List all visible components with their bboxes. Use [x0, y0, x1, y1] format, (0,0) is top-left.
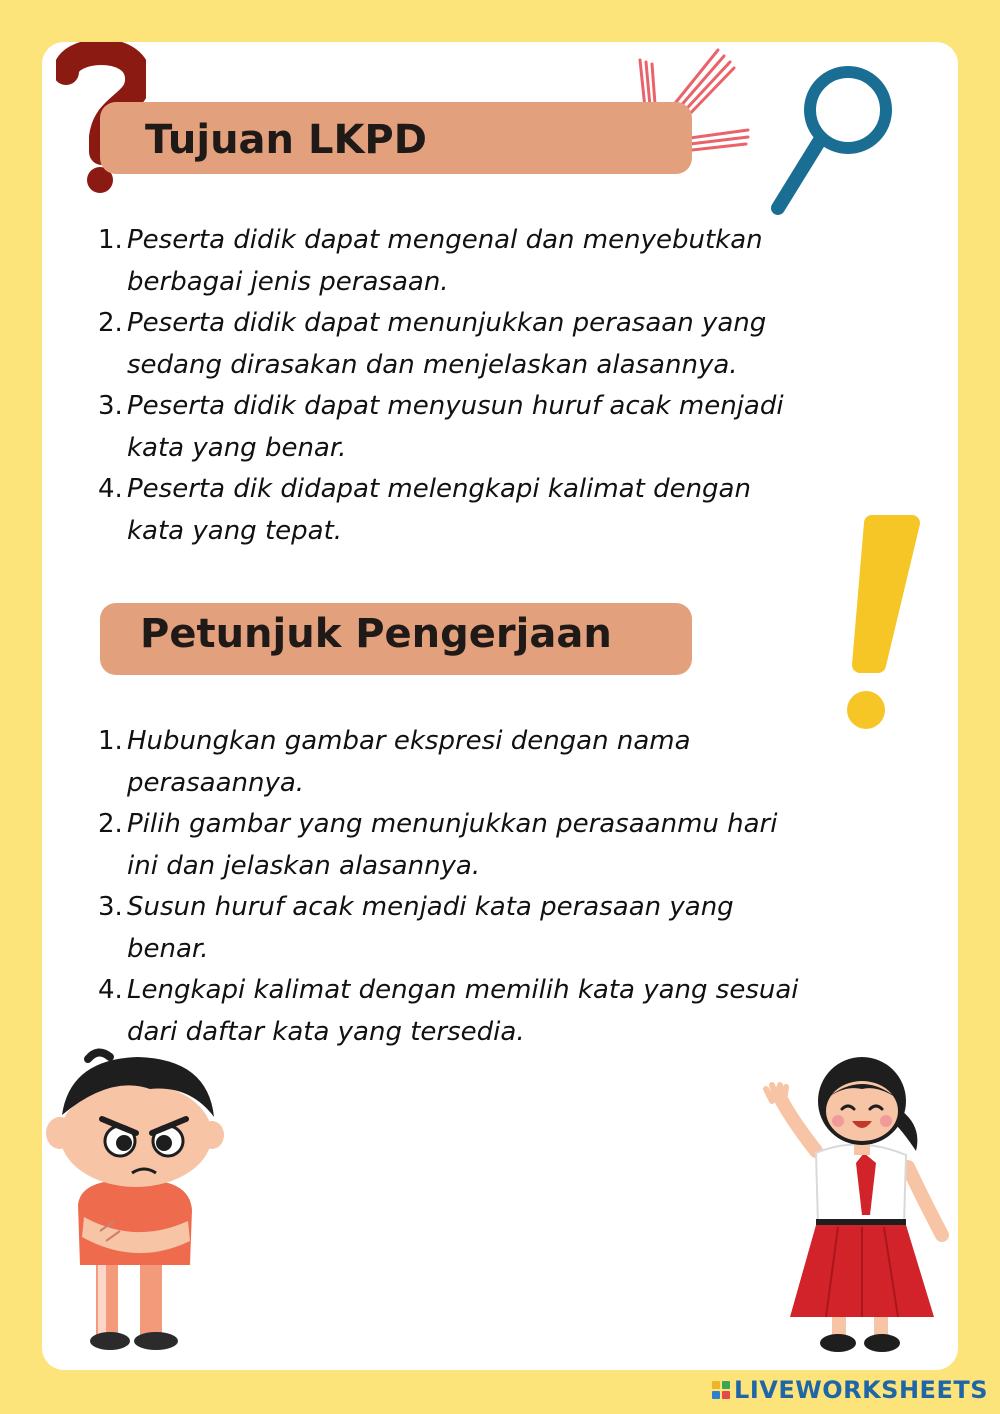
item-number: 4. [98, 975, 123, 1005]
instructions-list [98, 721, 928, 1053]
item-number: 1. [98, 225, 123, 255]
item-number: 2. [98, 308, 123, 338]
magnifier-icon [760, 58, 910, 218]
item-number: 4. [98, 474, 123, 504]
item-text: Pilih gambar yang menunjukkan perasaanmu hari ini dan jelaskan alasannya. [127, 809, 778, 881]
liveworksheets-logo-icon [712, 1381, 730, 1399]
list-item [98, 970, 928, 1053]
item-number: 1. [98, 726, 123, 756]
list-item [98, 804, 928, 887]
brand-text: LIVEWORKSHEETS [734, 1376, 988, 1404]
list-item [98, 469, 898, 552]
liveworksheets-brand [712, 1376, 988, 1404]
item-text: Hubungkan gambar ekspresi dengan nama perasaannya. [127, 726, 691, 798]
item-text: Lengkapi kalimat dengan memilih kata yang sesuai dari daftar kata yang tersedia. [127, 975, 799, 1047]
section-heading-petunjuk: Petunjuk Pengerjaan [140, 611, 612, 657]
happy-girl-illustration [758, 1055, 958, 1360]
item-number: 2. [98, 809, 123, 839]
item-text: Peserta dik didapat melengkapi kalimat dengan kata yang tepat. [127, 474, 751, 546]
item-text: Peserta didik dapat mengenal dan menyebutkan berbagai jenis perasaan. [127, 225, 763, 297]
item-number: 3. [98, 391, 123, 421]
item-text: Susun huruf acak menjadi kata perasaan yang benar. [127, 892, 734, 964]
item-number: 3. [98, 892, 123, 922]
angry-boy-illustration [40, 1045, 230, 1357]
list-item [98, 887, 928, 970]
list-item [98, 303, 898, 386]
section-heading-tujuan: Tujuan LKPD [145, 117, 427, 163]
list-item [98, 386, 898, 469]
list-item [98, 220, 898, 303]
objectives-list [98, 220, 898, 552]
item-text: Peserta didik dapat menyusun huruf acak menjadi kata yang benar. [127, 391, 784, 463]
item-text: Peserta didik dapat menunjukkan perasaan yang sedang dirasakan dan menjelaskan alasannya. [127, 308, 767, 380]
list-item [98, 721, 928, 804]
